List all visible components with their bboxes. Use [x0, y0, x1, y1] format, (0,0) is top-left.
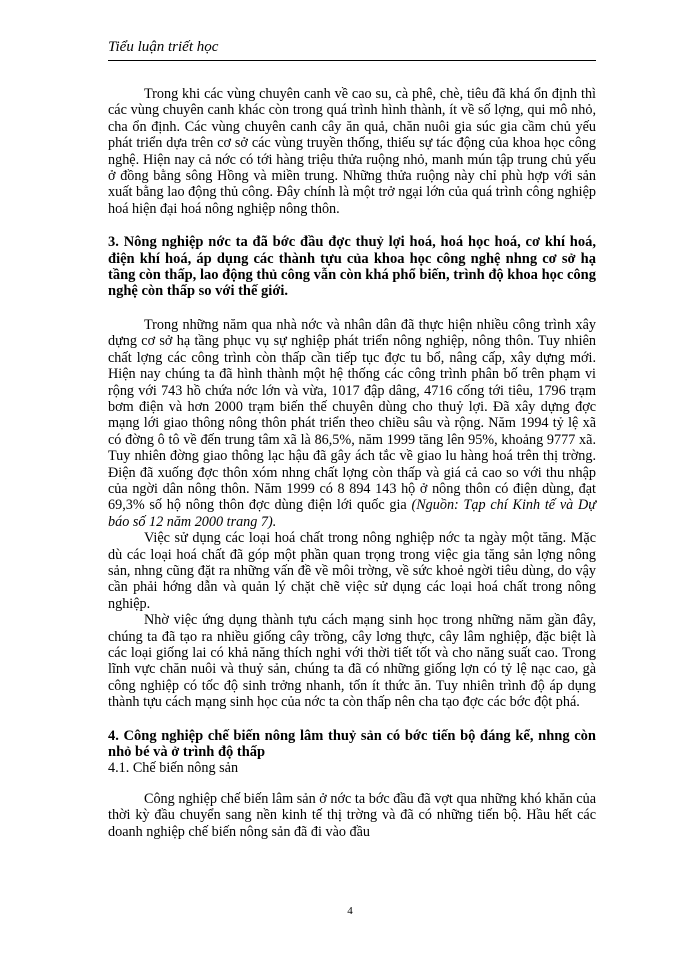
paragraph-specialized-regions: Trong khi các vùng chuyên canh về cao su, cà phê, chè, tiêu đã khá ổn định thì các vùng chuyên canh khác còn trong quá trình hình thành, ít về số lợng, qui mô nhỏ, cha ổn định. Các vùng chuyên canh cây ăn quả, chăn nuôi gia súc gia cầm chủ yếu phát triển dựa trên cơ sở các vùng truyền thống, thiếu sự tác động của khoa học công nghệ. Hiện nay cả nớc có tới hàng triệu thửa ruộng nhỏ, manh mún tập trung chủ yếu ở đồng bằng sông Hồng và miền trung. Những thửa ruộng này chỉ phù hợp với sản xuất bằng lao động thủ công. Đây chính là một trở ngại lớn của quá trình công nghiệp hoá hiện đại hoá nông nghiệp nông thôn. — [108, 86, 596, 217]
source-citation: (Nguồn: Tạp chí Kinh tế và Dự báo số 12 năm 2000 trang 7). — [108, 497, 596, 530]
subsection-heading-4-1: 4.1. Chế biến nông sản — [108, 760, 239, 777]
paragraph-processing: Công nghiệp chế biến lâm sản ở nớc ta bớc đầu đã vợt qua những khó khăn của thời kỳ đầu chuyển sang nền kinh tế thị trờng và đã có những tiến bộ. Hầu hết các doanh nghiệp chế biến nông sản đã đi vào đầu — [108, 790, 596, 840]
paragraph-chemicals: Việc sử dụng các loại hoá chất trong nông nghiệp nớc ta ngày một tăng. Mặc dù các loại hoá chất đã góp một phần quan trọng trong việc gia tăng sản lợng nông sản, nhng cũng đặt ra những vấn đề về môi trờng, về sức khoẻ ngời tiêu dùng, do vậy cần phải hớng dẫn và quản lý chặt chẽ việc sử dụng các loại hoá chất trong nông nghiệp. — [108, 530, 596, 612]
paragraph-infrastructure — [108, 317, 596, 530]
infrastructure-text: Trong những năm qua nhà nớc và nhân dân đã thực hiện nhiều công trình xây dựng cơ sở hạ tầng phục vụ sự nghiệp phát triển nông nghiệp, nông thôn. Tuy nhiên chất lợng các công trình còn thấp cần tiếp tục đợc tu bổ, nâng cấp, xây dựng mới. Hiện nay chúng ta đã hình thành một hệ thống các công trình phân bố trên phạm vi rộng với 743 hồ chứa nớc lớn và vừa, 1017 đập dâng, 4716 cống tới tiêu, 1796 trạm bơm điện và hơn 2000 trạm biến thế chuyên dùng cho thuỷ lợi. Đã xây dựng đợc mạng lới giao thông nông thôn phát triển theo chiều sâu và rộng. Năm 1994 tỷ lệ xã có đờng ô tô về đến trung tâm xã là 86,5%, năm 1999 tăng lên 95%, khoảng 9777 xã. Tuy nhiên đờng giao thông lạc hậu đã gây ách tắc về giao lu hàng hoá trên thị trờng. Điện đã xuống đợc thôn xóm nhng chất lợng còn thấp và giá cả cao so với thu nhập của ngời dân nông thôn. Năm 1999 có 8 894 143 hộ ở nông thôn có điện dùng, đạt 69,3% số hộ nông thôn đợc dùng điện lới quốc gia — [108, 316, 596, 514]
document-body — [108, 86, 596, 840]
paragraph-biotechnology: Nhờ việc ứng dụng thành tựu cách mạng sinh học trong những năm gần đây, chúng ta đã tạo ra nhiều giống cây trồng, cây lơng thực, cây lâm nghiệp, đặc biệt là các loại giống lai có khả năng thích nghi với thời tiết tốt và cho năng suất cao. Trong lĩnh vực chăn nuôi và thuỷ sản, chúng ta đã có những giống lợn có tỷ lệ nạc cao, gà công nghiệp có tốc độ sinh trởng nhanh, tốn ít thức ăn. Tuy nhiên trình độ áp dụng thành tựu cách mạng sinh học của nớc ta còn thấp nên cha tạo đợc các bớc đột phá. — [108, 612, 596, 711]
section-heading-4: 4. Công nghiệp chế biến nông lâm thuỷ sản có bớc tiến bộ đáng kể, nhng còn nhỏ bé và ở trình độ thấp — [108, 727, 596, 761]
page-number: 4 — [347, 905, 353, 917]
header-title: Tiểu luận triết học — [108, 39, 219, 55]
page-header — [108, 38, 596, 61]
section-heading-3: 3. Nông nghiệp nớc ta đã bớc đầu đợc thuỷ lợi hoá, hoá học hoá, cơ khí hoá, điện khí hoá, áp dụng các thành tựu của khoa học công nghệ nhng cơ sở hạ tầng còn thấp, lao động thủ công vẫn còn khá phổ biến, trình độ khoa học công nghệ còn thấp so với thế giới. — [108, 234, 596, 300]
